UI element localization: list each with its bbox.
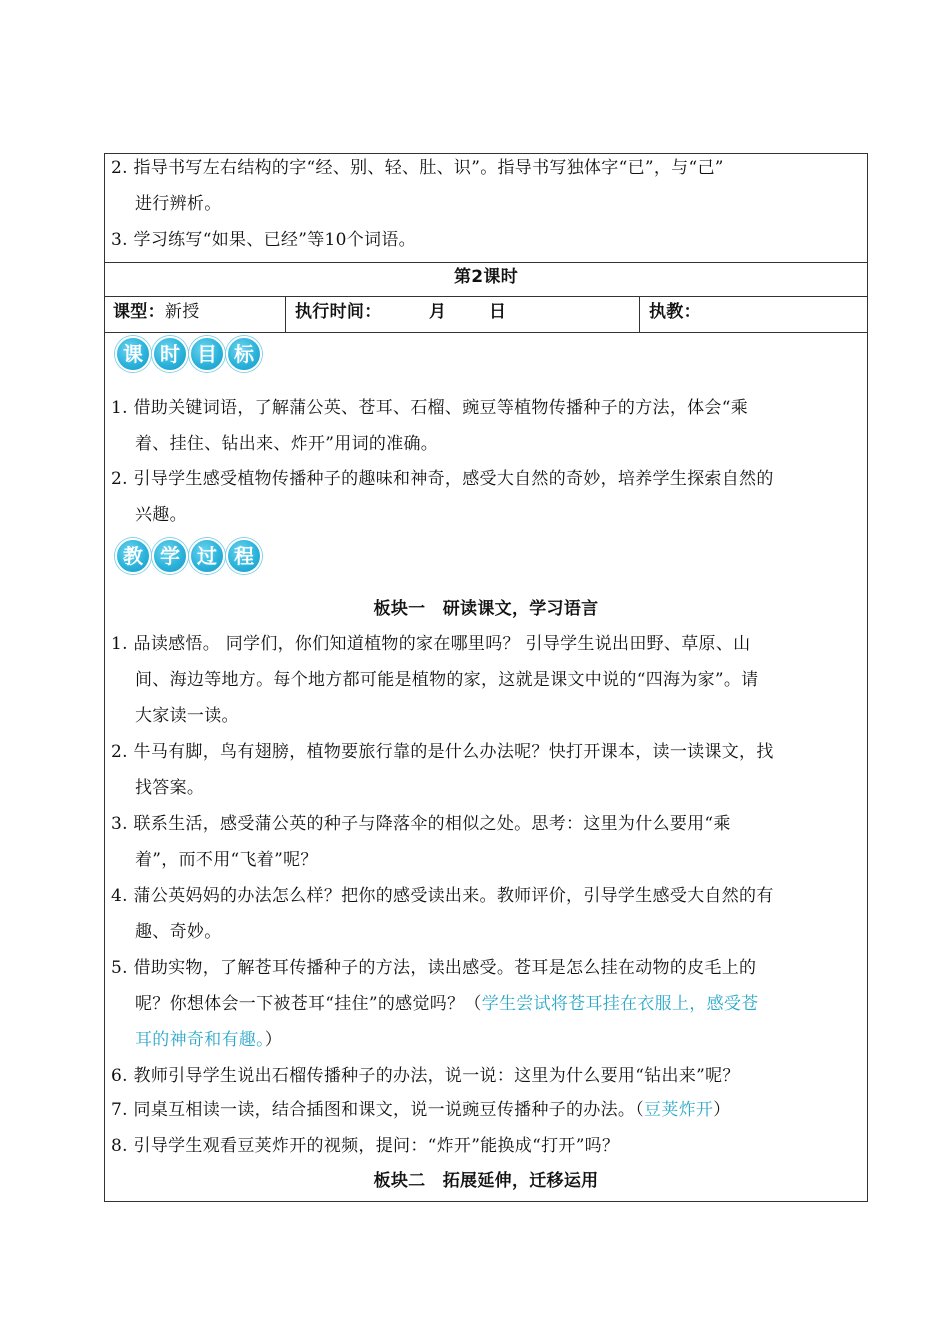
step-5-line2-text: 呢？你想体会一下被苍耳“挂住”的感觉吗？（ <box>135 994 482 1014</box>
intro-item-2-line2: 进行辨析。 <box>135 194 222 214</box>
step-6: 6. 教师引导学生说出石榴传播种子的办法，说一说：这里为什么要用“钻出来”呢？ <box>111 1066 740 1086</box>
step-5-line3 <box>135 1030 282 1050</box>
row-divider <box>105 296 867 297</box>
exec-month: 月 <box>429 302 447 322</box>
step-5-line2 <box>135 994 759 1014</box>
step-5-paren: ） <box>264 1030 283 1050</box>
step-5-line1: 5. 借助实物，了解苍耳传播种子的方法，读出感受。苍耳是怎么挂在动物的皮毛上的 <box>111 958 757 978</box>
goal-1-line2: 着、挂住、钻出来、炸开”用词的准确。 <box>135 434 439 454</box>
section-1-title: 板块一 研读课文，学习语言 <box>373 599 599 619</box>
badge-char: 目 <box>189 336 225 372</box>
exec-day: 日 <box>489 302 507 322</box>
step-4-line2: 趣、奇妙。 <box>135 922 222 942</box>
step-3-line1: 3. 联系生活，感受蒲公英的种子与降落伞的相似之处。思考：这里为什么要用“乘 <box>111 814 731 834</box>
section-2-title: 板块二 拓展延伸，迁移运用 <box>373 1171 599 1191</box>
step-7 <box>111 1100 731 1120</box>
step-2-line1: 2. 牛马有脚，鸟有翅膀，植物要旅行靠的是什么办法呢？快打开课本，读一读课文，找 <box>111 742 774 762</box>
row-divider <box>105 332 867 333</box>
badge-char: 学 <box>152 538 188 574</box>
lesson-type-label: 课型： <box>113 302 165 322</box>
badge-char: 过 <box>189 538 225 574</box>
badge-char: 程 <box>226 538 262 574</box>
step-1-line2: 间、海边等地方。每个地方都可能是植物的家，这就是课文中说的“四海为家”。请 <box>135 670 759 690</box>
intro-item-3: 3. 学习练写“如果、已经”等10个词语。 <box>111 230 416 250</box>
lesson-type-value: 新授 <box>164 302 200 322</box>
step-3-line2: 着”，而不用“飞着”呢？ <box>135 850 318 870</box>
step-2-line2: 找答案。 <box>135 778 205 798</box>
lesson-title: 第2课时 <box>453 267 519 287</box>
lesson-plan-table <box>104 153 868 1202</box>
exec-time-label: 执行时间： <box>295 302 382 322</box>
step-7-answer: 豆荚炸开 <box>644 1100 714 1120</box>
badge-char: 教 <box>115 538 151 574</box>
step-1-line3: 大家读一读。 <box>135 706 239 726</box>
teacher-label: 执教： <box>649 302 701 322</box>
column-divider <box>639 296 640 332</box>
badge-char: 时 <box>152 336 188 372</box>
step-7-text: 7. 同桌互相读一读，结合插图和课文，说一说豌豆传播种子的办法。（ <box>111 1100 645 1120</box>
intro-item-2-line1: 2. 指导书写左右结构的字“经、别、轻、肚、识”。指导书写独体字“已”，与“己” <box>111 158 724 178</box>
step-5-note-cont: 耳的神奇和有趣。 <box>135 1030 265 1050</box>
step-5-note: 学生尝试将苍耳挂在衣服上，感受苍 <box>481 994 759 1014</box>
goal-2-line1: 2. 引导学生感受植物传播种子的趣味和神奇，感受大自然的奇妙，培养学生探索自然的 <box>111 469 774 489</box>
lesson-goals-badge <box>115 336 262 372</box>
column-divider <box>285 296 286 332</box>
step-4-line1: 4. 蒲公英妈妈的办法怎么样？把你的感受读出来。教师评价，引导学生感受大自然的有 <box>111 886 774 906</box>
teaching-process-badge <box>115 538 262 574</box>
badge-char: 标 <box>226 336 262 372</box>
step-7-paren: ） <box>713 1100 731 1120</box>
step-8: 8. 引导学生观看豆荚炸开的视频，提问：“炸开”能换成“打开”吗？ <box>111 1136 620 1156</box>
goal-1-line1: 1. 借助关键词语，了解蒲公英、苍耳、石榴、豌豆等植物传播种子的方法，体会“乘 <box>111 398 749 418</box>
step-1-line1: 1. 品读感悟。 同学们，你们知道植物的家在哪里吗？ 引导学生说出田野、草原、山 <box>111 634 751 654</box>
row-divider <box>105 262 867 263</box>
badge-char: 课 <box>115 336 151 372</box>
lesson-type <box>113 302 200 322</box>
goal-2-line2: 兴趣。 <box>135 505 187 525</box>
